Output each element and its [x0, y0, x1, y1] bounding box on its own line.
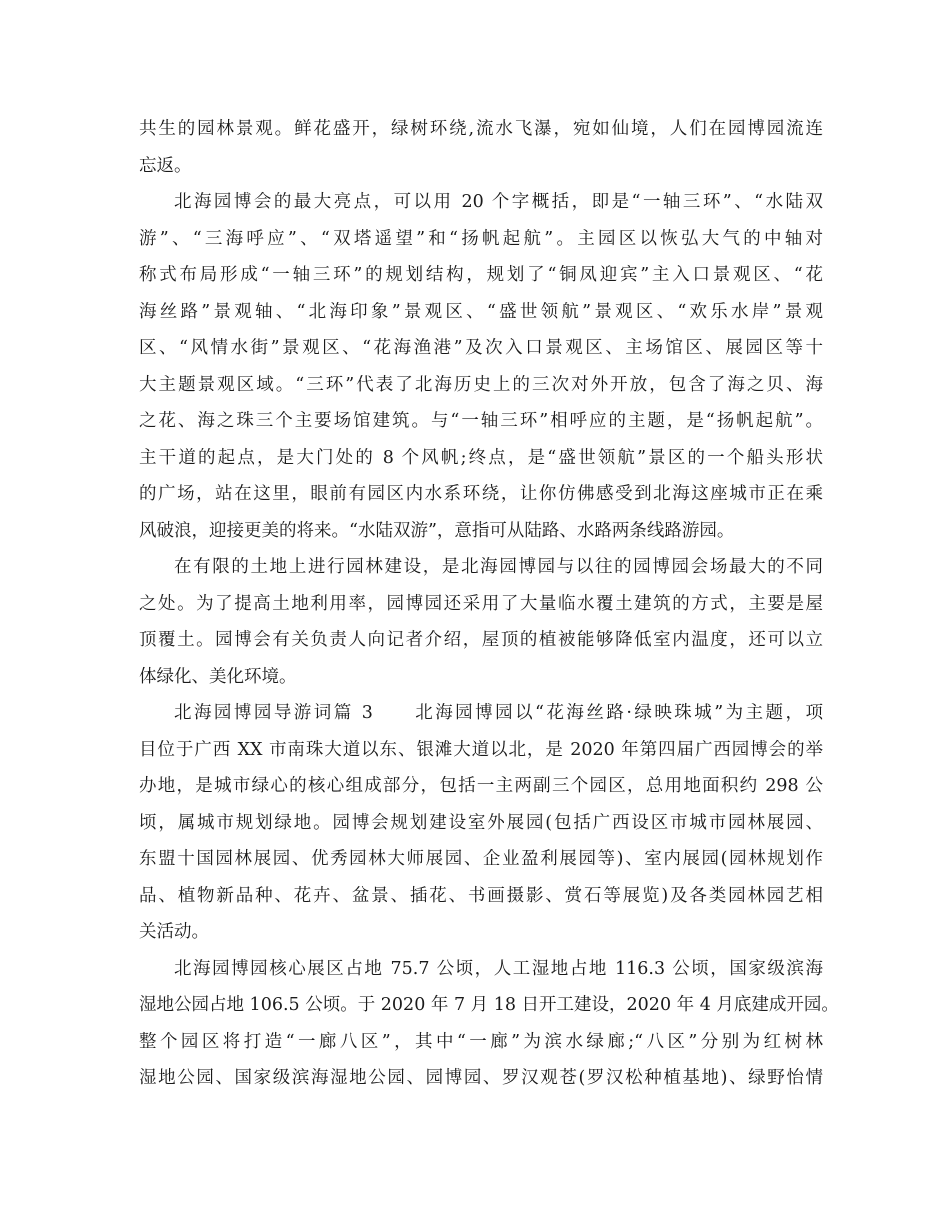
text-line: 区、“风情水街”景观区、“花海渔港”及次入口景观区、主场馆区、展园区等十: [139, 338, 823, 358]
text-line: 体绿化、美化环境。: [139, 666, 297, 687]
text-line: 北海园博园核心展区占地 75.7 公顷，人工湿地占地 116.3 公顷，国家级滨海: [174, 958, 823, 979]
document-body: [139, 111, 839, 1097]
text-line: 关活动。: [139, 922, 209, 942]
text-line: 顷，属城市规划绿地。园博会规划建设室外展园(包括广西设区市城市园林展园、: [139, 812, 823, 833]
text-line: 湿地公园、国家级滨海湿地公园、园博园、罗汉观苍(罗汉松种植基地)、绿野怡情: [139, 1068, 823, 1088]
paragraph-1: [139, 111, 823, 184]
text-line: 主干道的起点，是大门处的 8 个风帆;终点，是“盛世领航”景区的一个船头形状: [139, 447, 823, 468]
paragraph-2: [139, 184, 823, 549]
text-line: 忘返。: [139, 155, 192, 176]
text-line: 海丝路”景观轴、“北海印象”景观区、“盛世领航”景观区、“欢乐水岸”景观: [139, 301, 823, 322]
text-line: 东盟十国园林展园、优秀园林大师展园、企业盈利展园等)、室内展园(园林规划作: [139, 849, 823, 869]
text-line: 称式布局形成“一轴三环”的规划结构，规划了“铜凤迎宾”主入口景观区、“花: [139, 265, 823, 285]
text-line: 湿地公园占地 106.5 公顷。于 2020 年 7 月 18 日开工建设，2020 年 4 月底建成开园。: [139, 995, 839, 1015]
paragraph-3: [139, 549, 823, 695]
text-line: 办地，是城市绿心的核心组成部分，包括一主两副三个园区，总用地面积约 298 公: [139, 776, 823, 796]
text-line: 风破浪，迎接更美的将来。“水陆双游”，意指可从陆路、水路两条线路游园。: [139, 520, 735, 541]
paragraph-4: [139, 695, 823, 951]
text-line: 品、植物新品种、花卉、盆景、插花、书画摄影、赏石等展览)及各类园林园艺相: [139, 885, 823, 906]
text-line: 大主题景观区域。“三环”代表了北海历史上的三次对外开放，包含了海之贝、海: [139, 374, 823, 395]
text-line: 北海园博园导游词篇 3 北海园博园以“花海丝路·绿映珠城”为主题，项: [174, 703, 823, 723]
text-line: 共生的园林景观。鲜花盛开，绿树环绕,流水飞瀑，宛如仙境，人们在园博园流连: [139, 119, 823, 139]
text-line: 游”、“三海呼应”、“双塔遥望”和“扬帆起航”。主园区以恢弘大气的中轴对: [139, 228, 823, 249]
text-line: 的广场，站在这里，眼前有园区内水系环绕，让你仿佛感受到北海这座城市正在乘: [139, 484, 823, 504]
paragraph-5: [139, 951, 839, 1097]
text-line: 顶覆土。园博会有关负责人向记者介绍，屋顶的植被能够降低室内温度，还可以立: [139, 630, 823, 650]
text-line: 在有限的土地上进行园林建设，是北海园博园与以往的园博园会场最大的不同: [174, 557, 823, 577]
text-line: 目位于广西 XX 市南珠大道以东、银滩大道以北，是 2020 年第四届广西园博会的举: [139, 739, 823, 760]
text-line: 北海园博会的最大亮点，可以用 20 个字概括，即是“一轴三环”、“水陆双: [174, 192, 823, 212]
text-line: 之花、海之珠三个主要场馆建筑。与“一轴三环”相呼应的主题，是“扬帆起航”。: [139, 411, 823, 431]
text-line: 整个园区将打造“一廊八区”，其中“一廊”为滨水绿廊;“八区”分别为红树林: [139, 1031, 823, 1052]
text-line: 之处。为了提高土地利用率，园博园还采用了大量临水覆土建筑的方式，主要是屋: [139, 593, 823, 614]
